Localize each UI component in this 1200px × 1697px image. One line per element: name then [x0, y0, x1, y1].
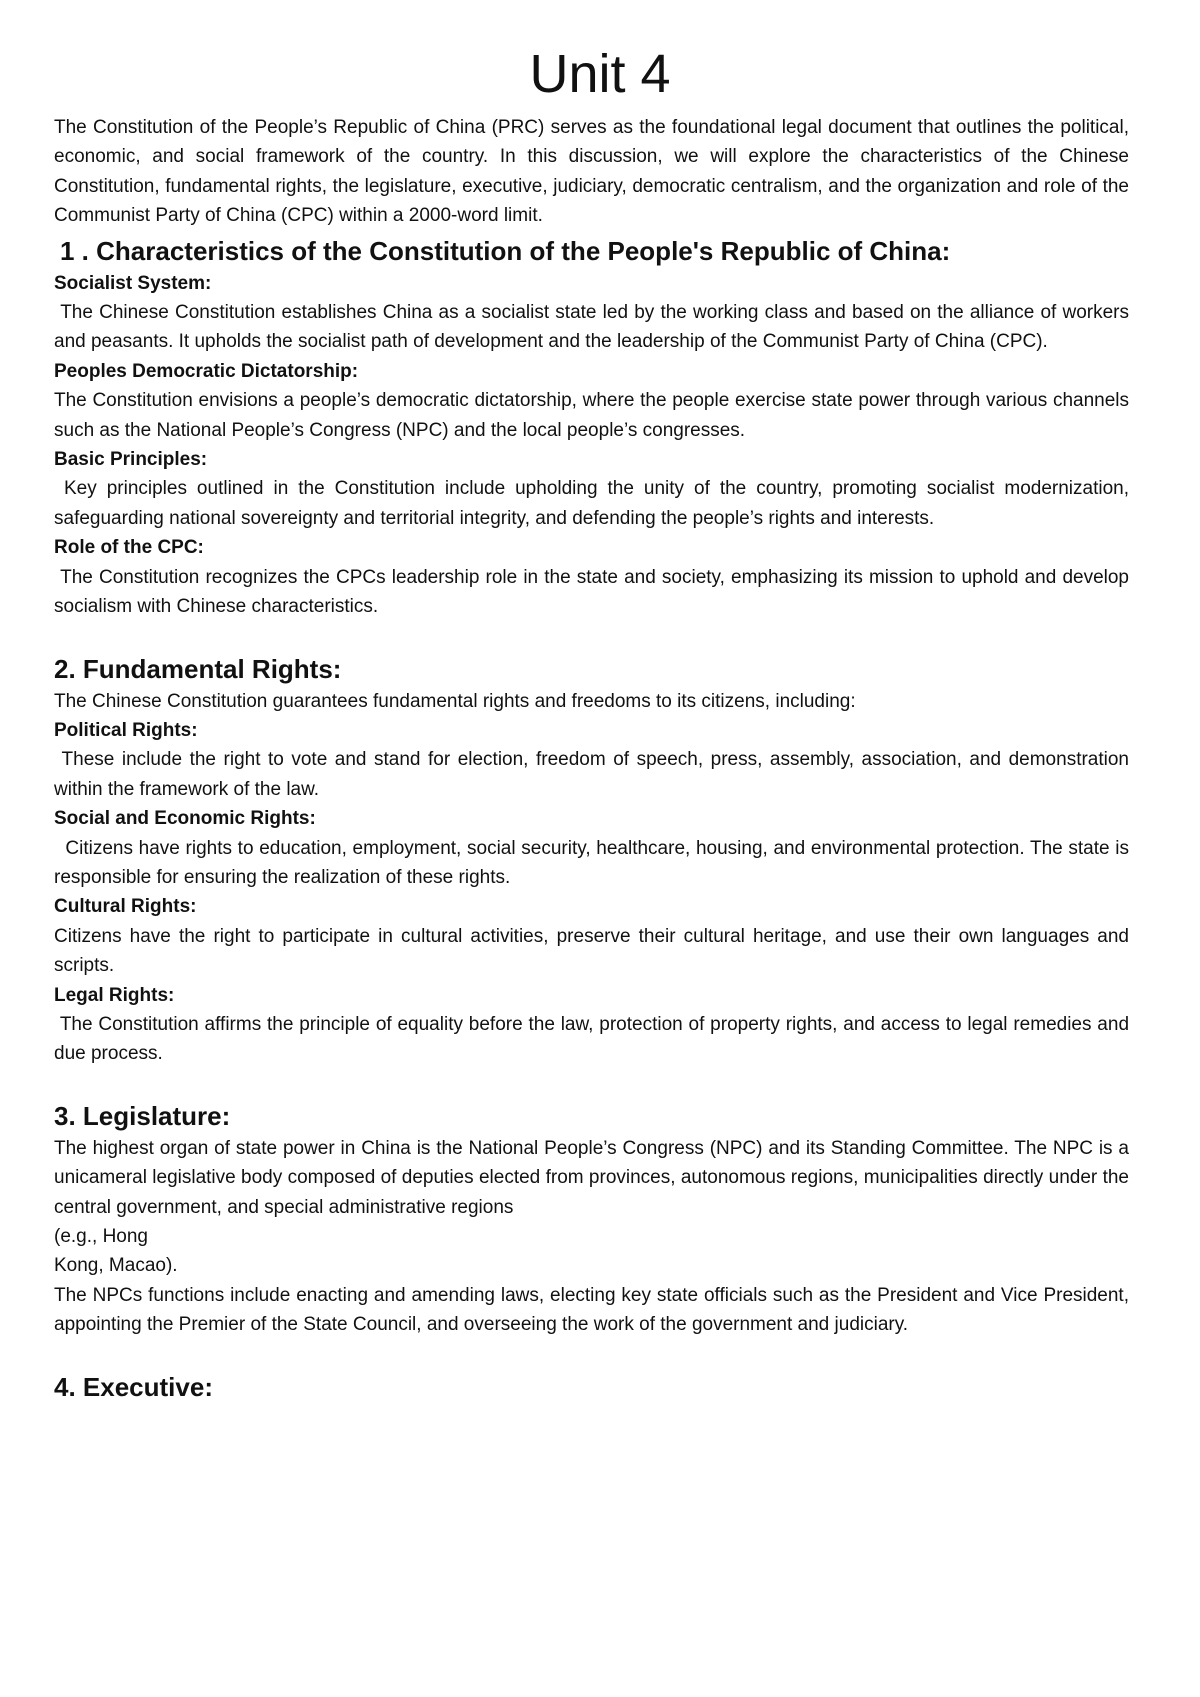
dictatorship-heading: Peoples Democratic Dictatorship:	[54, 360, 359, 382]
cultural-rights-heading: Cultural Rights:	[54, 896, 197, 918]
legal-rights-text: The Constitution affirms the principle of equality before the law, protection of property rights, and access to legal remedies and due process.	[54, 1013, 1135, 1065]
political-rights-heading: Political Rights:	[54, 719, 198, 741]
section4-heading: 4. Executive:	[54, 1371, 213, 1402]
socialist-system-heading: Socialist System:	[54, 272, 212, 294]
role-of-cpc-text: The Constitution recognizes the CPCs leadership role in the state and society, emphasizing its mission to uphold and develop socialism with Chinese characteristics.	[54, 566, 1135, 618]
socialist-system-text: The Chinese Constitution establishes China as a socialist state led by the working class and based on the alliance of workers and peasants. It upholds the socialist path of development and the leadership of the Communist Party of China (CPC).	[54, 302, 1135, 353]
section1-heading: 1 . Characteristics of the Constitution of the People's Republic of China:	[60, 235, 951, 266]
section2-heading: 2. Fundamental Rights:	[54, 653, 342, 684]
cultural-rights-text: Citizens have the right to participate in cultural activities, preserve their cultural heritage, and use their own languages and scripts.	[54, 925, 1129, 977]
section3-heading: 3. Legislature:	[54, 1100, 231, 1131]
legislature-text-1-cont-b: Kong, Macao).	[54, 1255, 178, 1277]
dictatorship-text: The Constitution envisions a people’s democratic dictatorship, where the people exercise state power through various channels such as the National People’s Congress (NPC) and the local people’s congresses.	[54, 390, 1129, 441]
social-economic-rights-heading: Social and Economic Rights:	[54, 808, 316, 830]
legislature-text-2: The NPCs functions include enacting and amending laws, electing key state officials such as the President and Vice President, appointing the Premier of the State Council, and overseeing the work of the government and judiciary.	[54, 1284, 1129, 1336]
intro-paragraph: The Constitution of the People’s Republic of China (PRC) serves as the foundational legal document that outlines the political, economic, and social framework of the country. In this discussion, we will explore the characteristics of the Chinese Constitution, fundamental rights, the legislature, executive, judiciary, democratic centralism, and the organization and role of the Communist Party of China (CPC) within a 2000-word limit.	[54, 117, 1129, 227]
legal-rights-heading: Legal Rights:	[54, 984, 175, 1006]
legislature-text-1: The highest organ of state power in China is the National People’s Congress (NPC) and its Standing Committee. The NPC is a unicameral legislative body composed of deputies elected from provinces, autonomous regions, municipalities directly under the central government, and special administrative regions	[54, 1137, 1129, 1218]
political-rights-text: These include the right to vote and stand for election, freedom of speech, press, assembly, association, and demonstration within the framework of the law.	[54, 749, 1135, 800]
basic-principles-text: Key principles outlined in the Constitution include upholding the unity of the country, promoting socialist modernization, safeguarding national sovereignty and territorial integrity, and defending the people’s rights and interests.	[54, 478, 1135, 529]
document-body	[54, 113, 1135, 1405]
legislature-text-1-cont-a: (e.g., Hong	[54, 1226, 148, 1247]
role-of-cpc-heading: Role of the CPC:	[54, 537, 204, 559]
page-title: Unit 4	[529, 44, 671, 104]
basic-principles-heading: Basic Principles:	[54, 449, 208, 471]
fundamental-rights-intro: The Chinese Constitution guarantees fundamental rights and freedoms to its citizens, including:	[54, 690, 856, 712]
social-economic-rights-text: Citizens have rights to education, employment, social security, healthcare, housing, and environmental protection. The state is responsible for ensuring the realization of these rights.	[54, 837, 1135, 888]
